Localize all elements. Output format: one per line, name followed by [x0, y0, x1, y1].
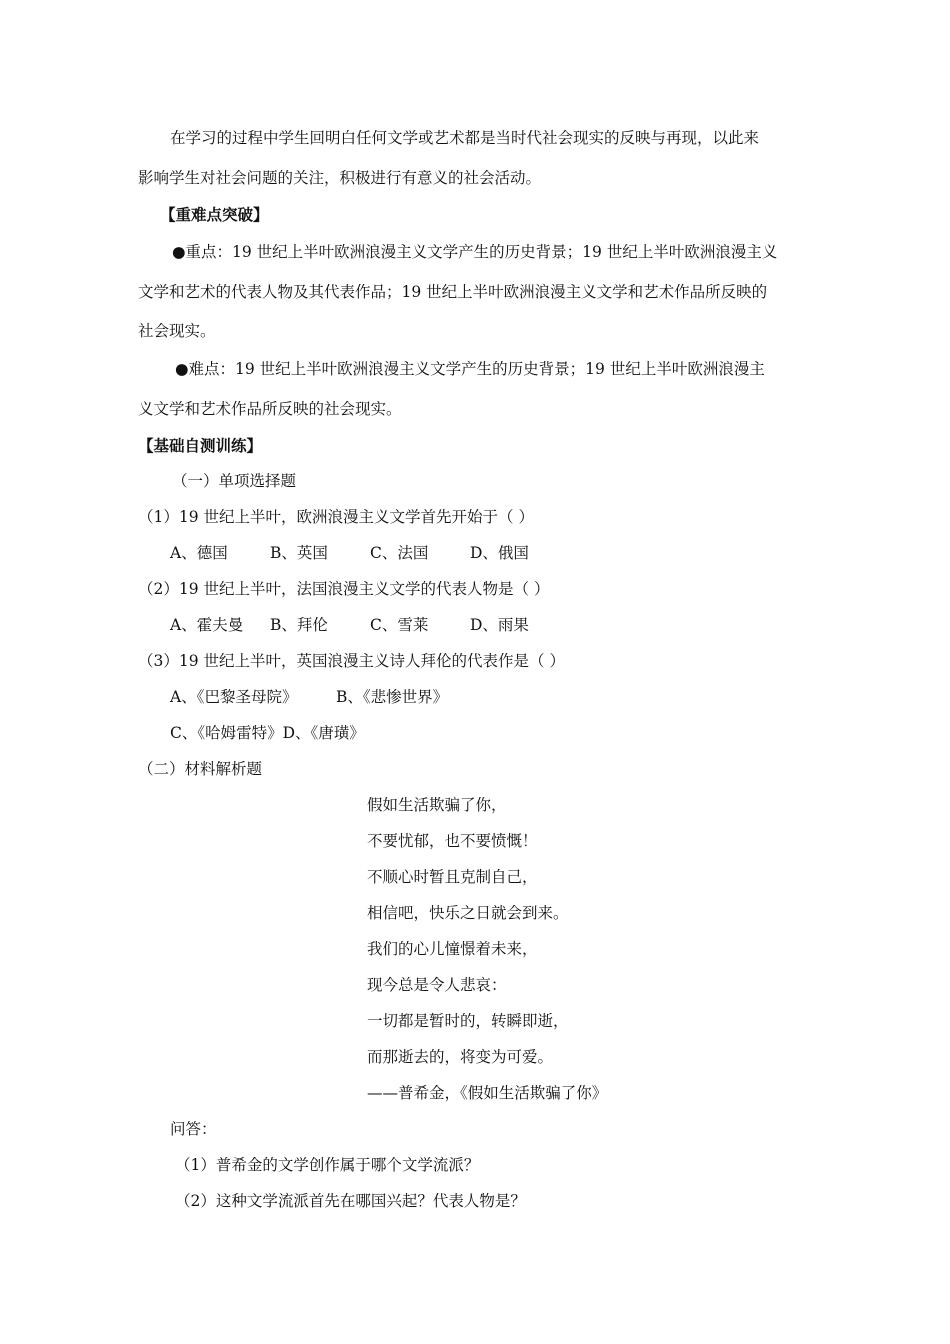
question-2-option-a: A、霍夫曼 [170, 616, 244, 634]
question-3-option-a: A、《巴黎圣母院》 [170, 688, 298, 706]
self-test-heading: 【基础自测训练】 [138, 437, 263, 455]
question-3-stem: （3）19 世纪上半叶，英国浪漫主义诗人拜伦的代表作是（ ） [138, 652, 565, 670]
focus-line-1: ●重点：19 世纪上半叶欧洲浪漫主义文学产生的历史背景；19 世纪上半叶欧洲浪漫主义 [172, 243, 778, 261]
intro-line-1: 在学习的过程中学生回明白任何文学或艺术都是当时代社会现实的反映与再现，以此来 [170, 129, 760, 147]
key-points-heading: 【重难点突破】 [160, 206, 269, 224]
poem-attribution: ——普希金，《假如生活欺骗了你》 [367, 1084, 608, 1102]
difficulty-line-1: ●难点：19 世纪上半叶欧洲浪漫主义文学产生的历史背景；19 世纪上半叶欧洲浪漫主 [175, 360, 765, 378]
intro-line-2: 影响学生对社会问题的关注，积极进行有意义的社会活动。 [138, 169, 542, 187]
question-2-option-d: D、雨果 [470, 616, 529, 634]
question-1-option-d: D、俄国 [470, 544, 529, 562]
poem-line-8: 而那逝去的，将变为可爱。 [367, 1048, 554, 1066]
qa-question-1: （1）普希金的文学创作属于哪个文学流派？ [175, 1156, 480, 1174]
question-2-stem: （2）19 世纪上半叶，法国浪漫主义文学的代表人物是（ ） [138, 580, 550, 598]
question-3-option-cd: C、《哈姆雷特》D、《唐璜》 [170, 724, 365, 742]
question-1-option-b: B、英国 [270, 544, 328, 562]
poem-line-3: 不顺心时暂且克制自己， [367, 868, 538, 886]
question-1-option-a: A、德国 [170, 544, 228, 562]
poem-line-6: 现今总是令人悲哀： [367, 976, 507, 994]
question-1-option-c: C、法国 [370, 544, 429, 562]
qa-question-2: （2）这种文学流派首先在哪国兴起？代表人物是？ [175, 1192, 526, 1210]
qa-label: 问答： [170, 1120, 217, 1138]
focus-line-3: 社会现实。 [138, 322, 216, 340]
question-2-option-c: C、雪莱 [370, 616, 429, 634]
question-1-stem: （1）19 世纪上半叶，欧洲浪漫主义文学首先开始于（ ） [138, 508, 534, 526]
question-3-option-b: B、《悲惨世界》 [336, 688, 449, 706]
material-heading: （二）材料解析题 [138, 760, 263, 778]
poem-line-4: 相信吧，快乐之日就会到来。 [367, 904, 569, 922]
poem-line-7: 一切都是暂时的，转瞬即逝， [367, 1012, 569, 1030]
mc-heading: （一）单项选择题 [172, 472, 297, 490]
question-2-options [170, 614, 529, 636]
focus-line-2: 文学和艺术的代表人物及其代表作品；19 世纪上半叶欧洲浪漫主义文学和艺术作品所反映的 [138, 283, 768, 301]
poem-line-2: 不要忧郁，也不要愤慨！ [367, 832, 538, 850]
question-3-options-ab [170, 686, 448, 708]
poem-line-1: 假如生活欺骗了你， [367, 796, 507, 814]
poem-line-5: 我们的心儿憧憬着未来， [367, 940, 538, 958]
difficulty-line-2: 义文学和艺术作品所反映的社会现实。 [138, 400, 402, 418]
question-1-options [170, 542, 529, 564]
question-2-option-b: B、拜伦 [270, 616, 328, 634]
